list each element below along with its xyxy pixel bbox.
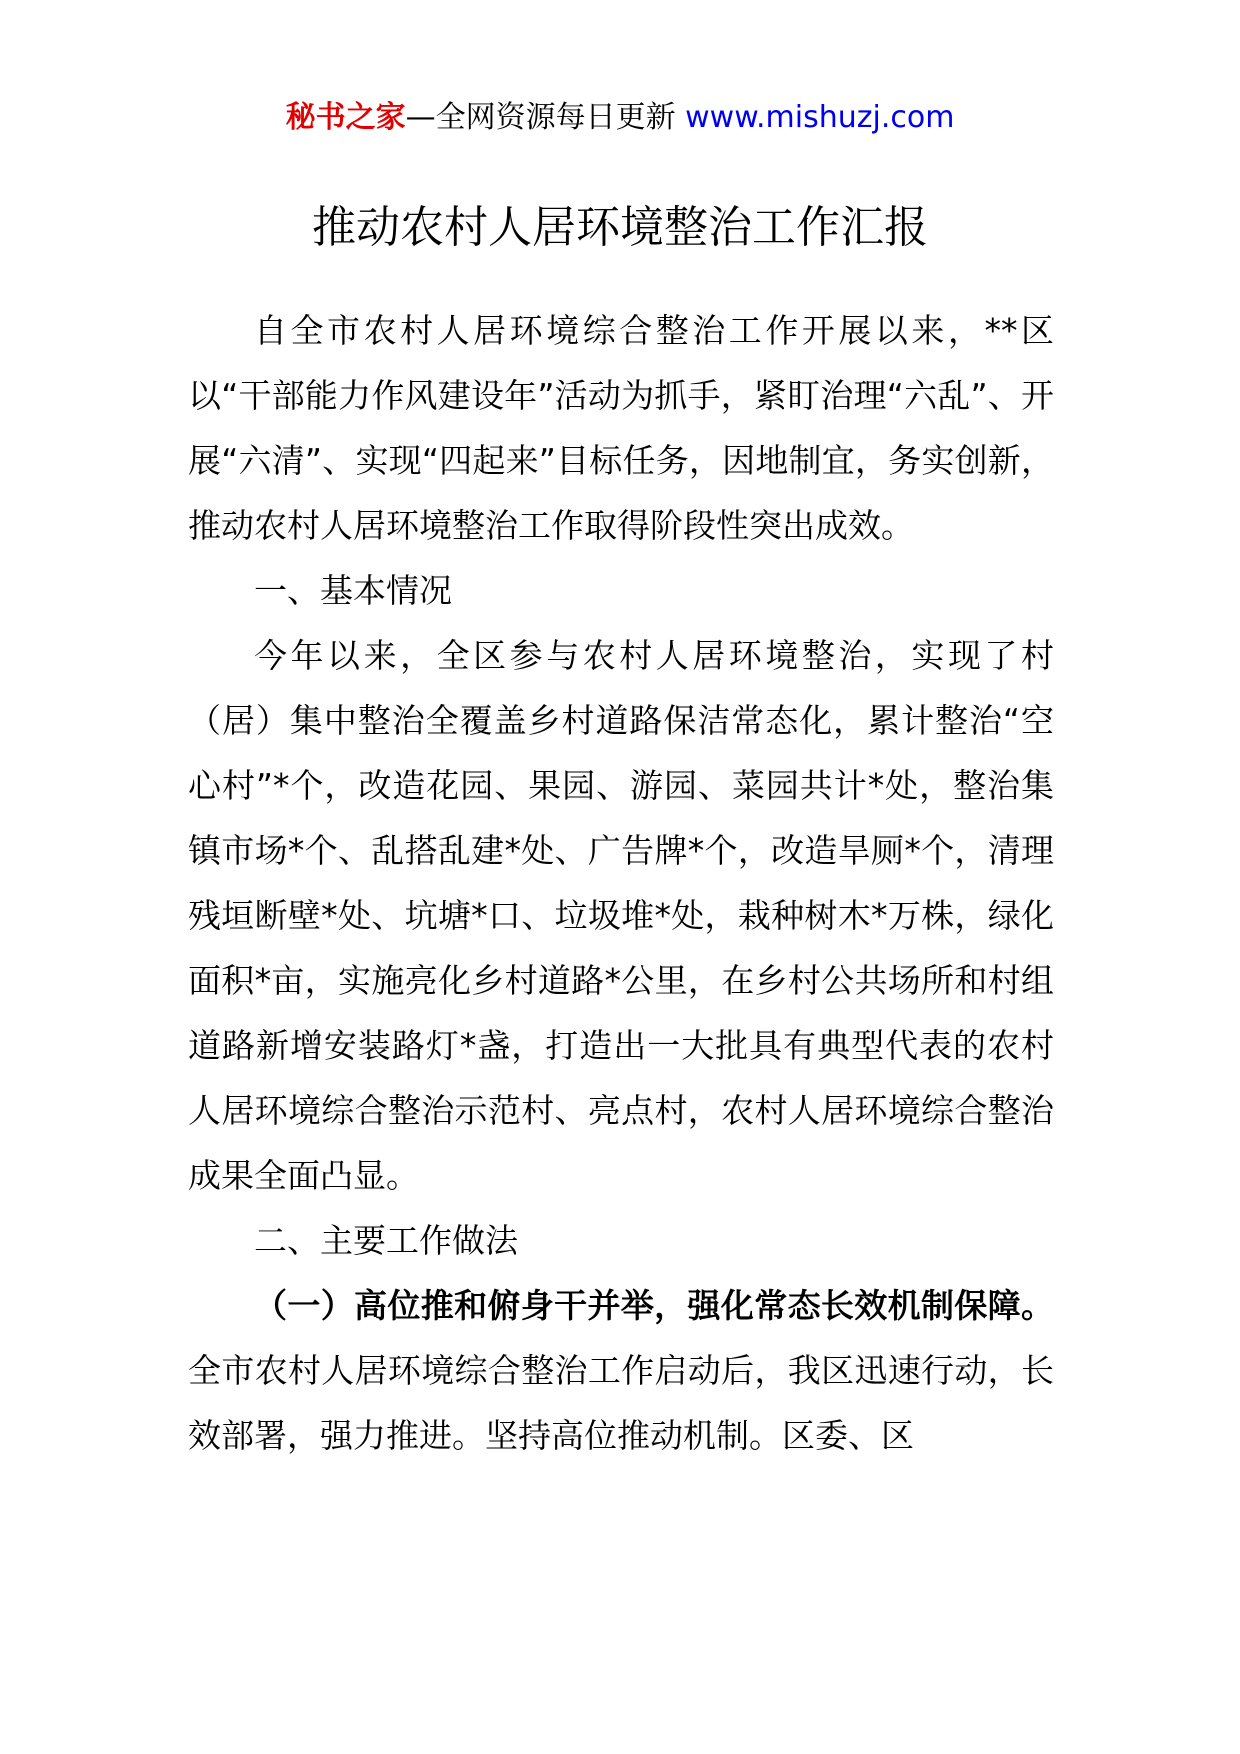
document-body	[188, 298, 1054, 1468]
subsection-heading-1: （一）高位推和俯身干并举，强化常态长效机制保障。	[254, 1286, 1054, 1325]
document-title: 推动农村人居环境整治工作汇报	[312, 202, 928, 253]
site-header	[0, 96, 1240, 140]
section-heading-main-practices: 二、主要工作做法	[254, 1221, 518, 1260]
subsection-body-1: 全市农村人居环境综合整治工作启动后，我区迅速行动，长效部署，强力推进。坚持高位推动机制。区委、区	[188, 1351, 1054, 1455]
section-heading-basic-situation: 一、基本情况	[254, 571, 452, 610]
subsection-paragraph-1	[188, 1273, 1054, 1468]
basic-situation-paragraph: 今年以来，全区参与农村人居环境整治，实现了村（居）集中整治全覆盖乡村道路保洁常态化，累计整治“空心村”*个，改造花园、果园、游园、菜园共计*处，整治集镇市场*个、乱搭乱建*处、广告牌*个，改造旱厕*个，清理残垣断壁*处、坑塘*口、垃圾堆*处，栽种树木*万株，绿化面积*亩，实施亮化乡村道路*公里，在乡村公共场所和村组道路新增安装路灯*盏，打造出一大批具有典型代表的农村人居环境综合整治示范村、亮点村，农村人居环境综合整治成果全面凸显。	[188, 636, 1054, 1195]
site-brand: 秘书之家	[285, 100, 406, 135]
intro-paragraph: 自全市农村人居环境综合整治工作开展以来，**区以“干部能力作风建设年”活动为抓手，紧盯治理“六乱”、开展“六清”、实现“四起来”目标任务，因地制宜，务实创新，推动农村人居环境整治工作取得阶段性突出成效。	[188, 311, 1054, 545]
site-tagline: —全网资源每日更新	[405, 100, 676, 135]
site-url-link[interactable]: www.mishuzj.com	[685, 100, 955, 135]
